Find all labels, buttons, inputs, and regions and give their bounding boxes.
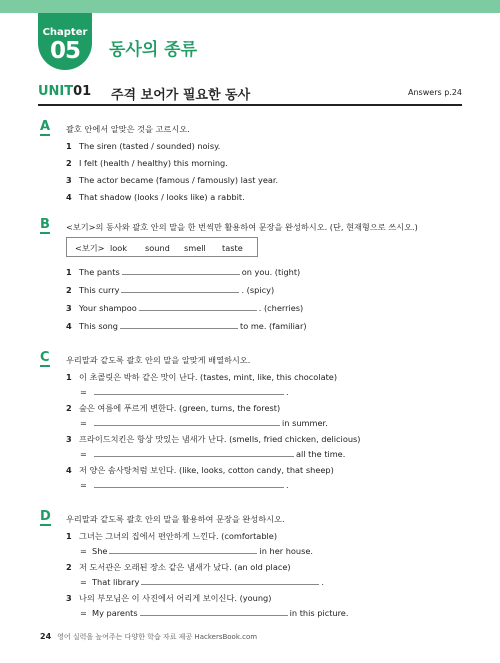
answer-blank[interactable] xyxy=(140,607,288,616)
answer-blank[interactable] xyxy=(141,576,319,585)
chapter-number: 05 xyxy=(49,38,80,64)
page-number: 24 xyxy=(40,632,52,641)
section-c-answer-line: = in summer. xyxy=(80,418,328,428)
section-b-letter: B xyxy=(40,217,50,232)
unit-title: 주격 보어가 필요한 동사 xyxy=(111,88,251,103)
answer-blank[interactable] xyxy=(94,448,294,457)
chapter-label: Chapter xyxy=(42,27,88,38)
section-d-item: 2 저 도서관은 오래된 장소 같은 냄새가 났다. (an old place) xyxy=(66,562,291,572)
section-a-item: 2 I felt (health / healthy) this morning. xyxy=(66,158,228,168)
section-c-answer-line: = . xyxy=(80,387,289,397)
page-footer xyxy=(40,632,257,642)
answer-blank[interactable] xyxy=(109,545,257,554)
answer-blank[interactable] xyxy=(94,386,284,395)
section-a-item: 4 That shadow (looks / looks like) a rabbit. xyxy=(66,192,245,202)
unit-label: UNIT01 xyxy=(38,84,92,99)
answer-blank[interactable] xyxy=(121,284,239,293)
section-a-instruction: 괄호 안에서 알맞은 것을 고르시오. xyxy=(66,124,190,134)
chapter-badge xyxy=(38,13,92,70)
section-d-instruction: 우리말과 같도록 괄호 안의 말을 활용하여 문장을 완성하시오. xyxy=(66,514,285,524)
section-c-instruction: 우리말과 같도록 괄호 안의 말을 알맞게 배열하시오. xyxy=(66,355,251,365)
word-box-word: taste xyxy=(222,243,243,253)
section-b-item: 4 This song to me. (familiar) xyxy=(66,321,307,331)
chapter-title: 동사의 종류 xyxy=(109,40,198,60)
section-b-item: 2 This curry . (spicy) xyxy=(66,285,275,295)
section-d-item: 1 그녀는 그녀의 집에서 편안하게 느낀다. (comfortable) xyxy=(66,531,278,541)
answer-blank[interactable] xyxy=(120,320,238,329)
section-c-item: 4 저 양은 솜사탕처럼 보인다. (like, looks, cotton candy, that sheep) xyxy=(66,465,334,475)
section-d-answer-line: = That library . xyxy=(80,577,324,587)
word-box xyxy=(66,237,258,257)
footer-text: 영어 실력을 높여주는 다양한 학습 자료 제공 HackersBook.com xyxy=(57,633,258,641)
section-c-answer-line: = all the time. xyxy=(80,449,346,459)
unit-header xyxy=(38,84,462,104)
section-c-letter: C xyxy=(40,350,50,365)
section-d-letter: D xyxy=(40,509,51,524)
section-a-item: 3 The actor became (famous / famously) last year. xyxy=(66,175,279,185)
answer-blank[interactable] xyxy=(94,479,284,488)
section-a-letter: A xyxy=(40,119,51,134)
word-box-label: <보기> xyxy=(75,243,105,253)
section-c-answer-line: = . xyxy=(80,480,289,490)
answer-blank[interactable] xyxy=(94,417,280,426)
section-c-item: 3 프라이드치킨은 항상 맛있는 냄새가 난다. (smells, fried chicken, delicious) xyxy=(66,434,361,444)
section-d-answer-line: = My parents in this picture. xyxy=(80,608,349,618)
answers-reference: Answers p.24 xyxy=(408,88,462,97)
answer-blank[interactable] xyxy=(139,302,257,311)
word-box-word: sound xyxy=(145,243,170,253)
unit-divider xyxy=(38,104,462,106)
word-box-word: look xyxy=(110,243,128,253)
section-b-item: 3 Your shampoo . (cherries) xyxy=(66,303,304,313)
top-color-bar xyxy=(0,0,500,13)
section-c-item: 2 숲은 여름에 푸르게 변한다. (green, turns, the forest) xyxy=(66,403,281,413)
word-box-word: smell xyxy=(184,243,206,253)
unit-number: 01 xyxy=(73,84,92,99)
section-b-item: 1 The pants on you. (tight) xyxy=(66,267,301,277)
section-d-answer-line: = She in her house. xyxy=(80,546,313,556)
answer-blank[interactable] xyxy=(122,266,240,275)
section-b-instruction: <보기>의 동사와 괄호 안의 말을 한 번씩만 활용하여 문장을 완성하시오. (단, 현재형으로 쓰시오.) xyxy=(66,222,418,232)
section-d-item: 3 나의 부모님은 이 사진에서 어리게 보이신다. (young) xyxy=(66,593,272,603)
section-a-item: 1 The siren (tasted / sounded) noisy. xyxy=(66,141,221,151)
section-c-item: 1 이 초콜릿은 박하 같은 맛이 난다. (tastes, mint, like, this chocolate) xyxy=(66,372,338,382)
